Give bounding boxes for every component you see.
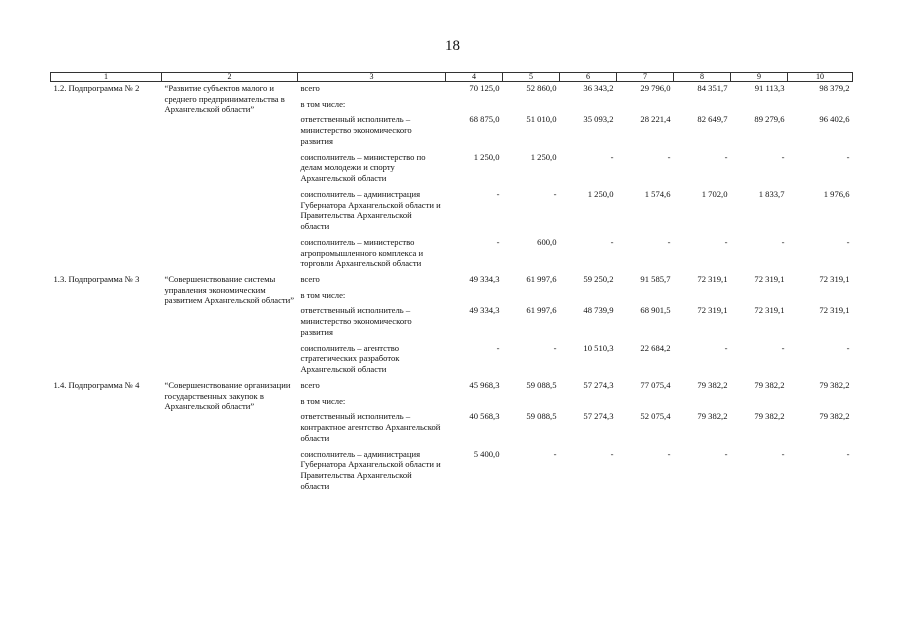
amount-cell <box>731 98 788 114</box>
amount-cell <box>731 289 788 305</box>
amount-cell: 61 997,6 <box>526 274 557 285</box>
amount-cell: 61 997,6 <box>526 305 557 316</box>
amount-cell <box>788 289 853 305</box>
amount-cell: 89 279,6 <box>754 114 785 125</box>
amount-cell: 82 649,7 <box>697 114 728 125</box>
amount-cell <box>503 289 560 305</box>
amount-cell: 1 833,7 <box>758 188 785 199</box>
amount-cell: 72 319,1 <box>819 274 850 285</box>
amount-cell: - <box>667 236 671 247</box>
table-row <box>51 82 853 98</box>
column-number: 3 <box>298 73 446 82</box>
executor-label: всего <box>300 379 320 390</box>
program-number: 1.3. Подпрограмма № 3 <box>53 274 140 285</box>
amount-cell: - <box>781 342 785 353</box>
amount-cell: 68 901,5 <box>640 305 671 316</box>
amount-cell: - <box>553 342 557 353</box>
amount-cell: 40 568,3 <box>469 411 500 422</box>
amount-cell: 49 334,3 <box>469 274 500 285</box>
amount-cell: 28 221,4 <box>640 114 671 125</box>
amount-cell: 91 585,7 <box>640 274 671 285</box>
amount-cell: 91 113,3 <box>754 83 785 93</box>
amount-cell: 22 684,2 <box>640 342 671 353</box>
executor-label: соисполнитель – администрация Губернатора Архангельской области и Правительства Архангельской области <box>300 448 441 491</box>
amount-cell: - <box>610 151 614 162</box>
amount-cell: 59 088,5 <box>526 379 557 390</box>
amount-cell: 29 796,0 <box>640 83 671 93</box>
executor-label: ответственный исполнитель – министерство экономического развития <box>300 114 412 146</box>
executor-label: в том числе: <box>300 395 346 406</box>
amount-cell <box>617 395 674 411</box>
amount-cell: - <box>496 342 500 353</box>
amount-cell: 59 250,2 <box>583 274 614 285</box>
amount-cell: - <box>724 448 728 459</box>
amount-cell <box>560 98 617 114</box>
amount-cell: 5 400,0 <box>473 448 500 459</box>
amount-cell: - <box>781 448 785 459</box>
amount-cell: 68 875,0 <box>469 114 500 125</box>
amount-cell: - <box>781 236 785 247</box>
executor-label: в том числе: <box>300 289 346 300</box>
amount-cell: 51 010,0 <box>526 114 557 125</box>
amount-cell: 48 739,9 <box>583 305 614 316</box>
amount-cell: 57 274,3 <box>583 411 614 422</box>
column-number: 9 <box>731 73 788 82</box>
executor-label: соисполнитель – министерство по делам молодежи и спорту Архангельской области <box>300 151 426 184</box>
amount-cell: - <box>496 236 500 247</box>
column-number: 5 <box>503 73 560 82</box>
executor-label: ответственный исполнитель – министерство экономического развития <box>300 305 412 337</box>
amount-cell <box>560 395 617 411</box>
column-number: 1 <box>51 73 162 82</box>
amount-cell: 1 702,0 <box>701 188 728 199</box>
amount-cell: - <box>496 188 500 199</box>
amount-cell <box>446 98 503 114</box>
amount-cell: 57 274,3 <box>583 379 614 390</box>
amount-cell <box>788 98 853 114</box>
program-title: “Совершенствование организации государственных закупок в Архангельской области” <box>164 379 291 412</box>
executor-label: всего <box>300 83 320 93</box>
amount-cell <box>617 289 674 305</box>
amount-cell: 72 319,1 <box>819 305 850 316</box>
amount-cell: - <box>724 342 728 353</box>
amount-cell: 1 250,0 <box>473 151 500 162</box>
amount-cell: 59 088,5 <box>526 411 557 422</box>
amount-cell: 70 125,0 <box>469 83 500 93</box>
amount-cell: 35 093,2 <box>583 114 614 125</box>
amount-cell: 36 343,2 <box>583 83 614 93</box>
column-number: 8 <box>674 73 731 82</box>
amount-cell: 98 379,2 <box>819 83 850 93</box>
amount-cell <box>674 289 731 305</box>
amount-cell: 79 382,2 <box>697 379 728 390</box>
budget-table <box>50 72 853 496</box>
amount-cell: - <box>846 151 850 162</box>
amount-cell: - <box>610 448 614 459</box>
amount-cell: 52 860,0 <box>526 83 557 93</box>
amount-cell: 72 319,1 <box>754 274 785 285</box>
amount-cell: 45 968,3 <box>469 379 500 390</box>
executor-label: соисполнитель – агентство стратегических разработок Архангельской области <box>300 342 400 375</box>
amount-cell <box>788 395 853 411</box>
column-number: 7 <box>617 73 674 82</box>
amount-cell: 79 382,2 <box>819 411 850 422</box>
amount-cell: - <box>667 448 671 459</box>
amount-cell: 72 319,1 <box>697 305 728 316</box>
amount-cell: - <box>846 342 850 353</box>
amount-cell: - <box>846 448 850 459</box>
amount-cell: 52 075,4 <box>640 411 671 422</box>
amount-cell: 84 351,7 <box>697 83 728 93</box>
column-number: 10 <box>788 73 853 82</box>
amount-cell <box>674 395 731 411</box>
amount-cell: 1 250,0 <box>587 188 614 199</box>
amount-cell <box>446 395 503 411</box>
amount-cell: 49 334,3 <box>469 305 500 316</box>
amount-cell <box>731 395 788 411</box>
amount-cell: 1 574,6 <box>644 188 671 199</box>
amount-cell: - <box>553 448 557 459</box>
amount-cell: - <box>781 151 785 162</box>
amount-cell <box>503 98 560 114</box>
column-number: 4 <box>446 73 503 82</box>
amount-cell: 79 382,2 <box>754 379 785 390</box>
program-number: 1.2. Подпрограмма № 2 <box>53 83 140 93</box>
amount-cell: 96 402,6 <box>819 114 850 125</box>
amount-cell: - <box>724 151 728 162</box>
amount-cell: 79 382,2 <box>819 379 850 390</box>
executor-label: в том числе: <box>300 98 346 109</box>
amount-cell: - <box>846 236 850 247</box>
amount-cell: 72 319,1 <box>754 305 785 316</box>
amount-cell: - <box>610 236 614 247</box>
amount-cell: 1 250,0 <box>530 151 557 162</box>
amount-cell <box>446 289 503 305</box>
executor-label: соисполнитель – министерство агропромышленного комплекса и торговли Архангельской области <box>300 236 424 269</box>
amount-cell: - <box>667 151 671 162</box>
column-number: 6 <box>560 73 617 82</box>
header-row <box>51 73 853 82</box>
amount-cell: 600,0 <box>537 236 557 247</box>
table-row <box>51 273 853 289</box>
amount-cell: 72 319,1 <box>697 274 728 285</box>
amount-cell: 10 510,3 <box>583 342 614 353</box>
amount-cell <box>617 98 674 114</box>
amount-cell: 79 382,2 <box>697 411 728 422</box>
amount-cell: - <box>553 188 557 199</box>
amount-cell <box>560 289 617 305</box>
table-row <box>51 379 853 395</box>
column-number: 2 <box>162 73 298 82</box>
amount-cell: - <box>724 236 728 247</box>
program-title: “Совершенствование системы управления экономическим развитием Архангельской области” <box>164 274 295 306</box>
program-title: “Развитие субъектов малого и среднего предпринимательства в Архангельской области” <box>164 83 285 115</box>
amount-cell <box>674 98 731 114</box>
executor-label: всего <box>300 274 320 285</box>
amount-cell <box>503 395 560 411</box>
amount-cell: 1 976,6 <box>823 188 850 199</box>
page-number: 18 <box>445 38 460 54</box>
amount-cell: 79 382,2 <box>754 411 785 422</box>
amount-cell: 77 075,4 <box>640 379 671 390</box>
executor-label: ответственный исполнитель – контрактное агентство Архангельской области <box>300 411 441 443</box>
program-number: 1.4. Подпрограмма № 4 <box>53 379 140 390</box>
executor-label: соисполнитель – администрация Губернатора Архангельской области и Правительства Архангельской области <box>300 188 441 232</box>
